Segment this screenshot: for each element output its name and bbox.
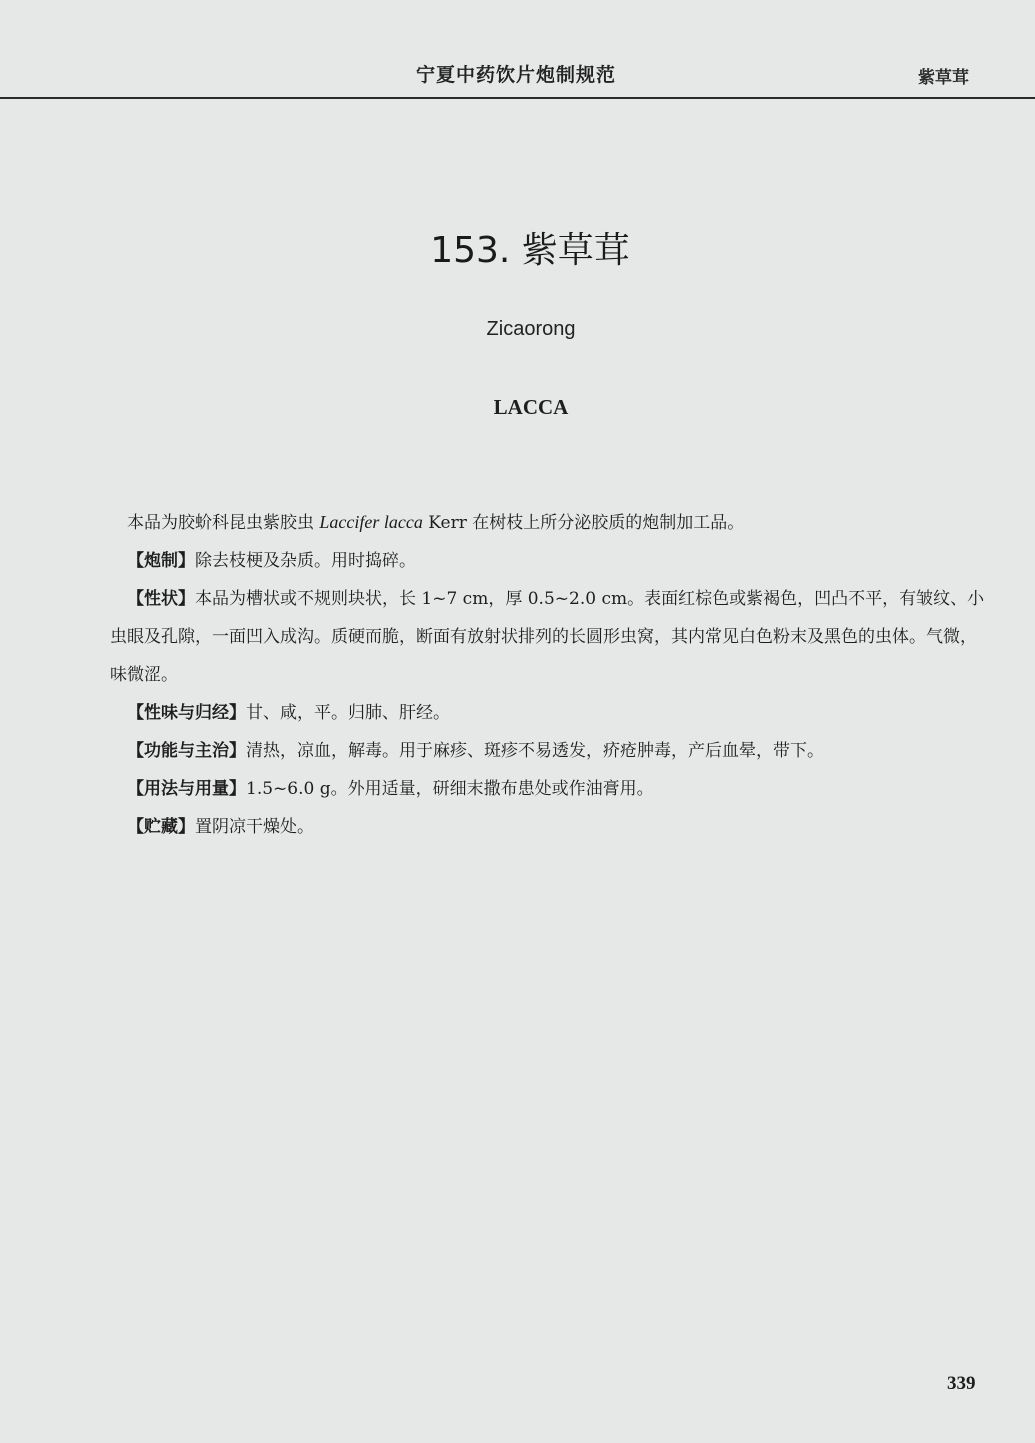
entry-title: 153. 紫草茸 [430,230,630,271]
section-label: 【功能与主治】 [127,741,246,761]
section-text: 清热，凉血，解毒。用于麻疹、斑疹不易透发，疥疮肿毒，产后血晕，带下。 [246,741,824,761]
section-nature-meridian [110,694,985,732]
section-text: 1.5~6.0 g。外用适量，研细末撒布患处或作油膏用。 [246,779,654,799]
entry-body [110,503,985,846]
section-dosage [110,770,985,808]
section-text: 除去枝梗及杂质。用时捣碎。 [195,551,416,571]
section-text: 甘、咸，平。归肺、肝经。 [246,703,450,723]
scientific-name: Laccifer lacca [319,512,423,532]
page-number: 339 [947,1373,976,1394]
header-rule [0,97,1035,99]
section-label: 【贮藏】 [127,817,195,837]
book-title: 宁夏中药饮片炮制规范 [416,64,617,86]
page-header [0,0,1035,100]
section-label: 【性味与归经】 [127,703,246,723]
section-processing [110,542,985,580]
intro-text: 本品为胶蚧科昆虫紫胶虫 [127,513,320,533]
entry-pinyin: Zicaorong [486,318,576,340]
section-label: 【用法与用量】 [127,779,246,799]
section-text: 置阴凉干燥处。 [195,817,314,837]
section-label: 【性状】 [127,589,195,609]
section-label: 【炮制】 [127,551,195,571]
running-head: 紫草茸 [918,68,969,88]
section-functions [110,732,985,770]
section-storage [110,808,985,846]
intro-text-rest: Kerr 在树枝上所分泌胶质的炮制加工品。 [422,513,745,533]
section-description [110,580,985,694]
intro-paragraph [110,503,985,542]
entry-latin-name: LACCA [493,395,569,419]
section-text: 本品为槽状或不规则块状，长 1~7 cm，厚 0.5~2.0 cm。表面红棕色或紫褐色，凹凸不平，有皱纹、小虫眼及孔隙，一面凹入成沟。质硬而脆，断面有放射状排列的长圆形虫窝，其内常见白色粉末及黑色的虫体。气微，味微涩。 [110,589,985,685]
